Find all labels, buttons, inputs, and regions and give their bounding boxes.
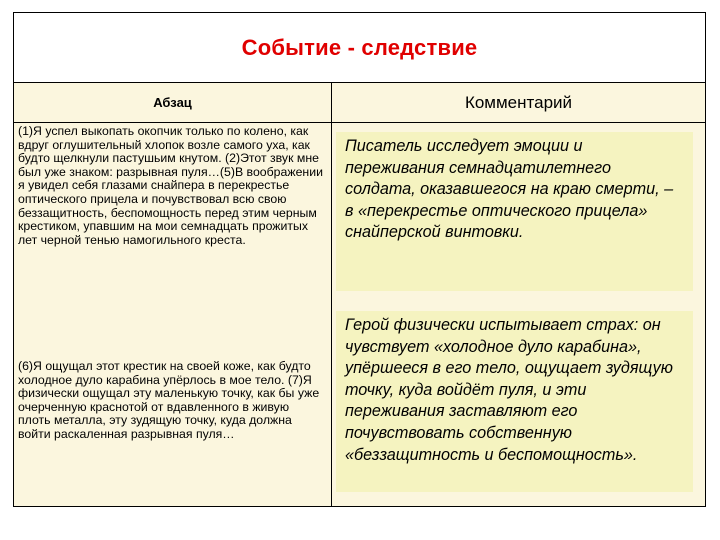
slide-title: Событие - следствие — [241, 35, 478, 60]
content-row — [14, 123, 705, 506]
paragraph-text-2: (6)Я ощущал этот крестик на своей коже, как будто холодное дуло карабина упёрлось в мое тело. (7)Я физически ощущал эту маленькую точку, как бы уже очерченную краснотой от вдавленного в живую плоть металла, эту зудящую точку, куда должна войти раскаленная разрывная пуля… — [18, 359, 320, 441]
header-paragraph: Абзац — [153, 95, 192, 110]
title-row — [14, 13, 705, 83]
header-comment: Комментарий — [464, 93, 573, 112]
paragraph-text-1: (1)Я успел выкопать окопчик только по колено, как вдруг оглушительный хлопок возле самого уха, как будто щелкнули пастушьим кнутом. (2)Этот звук мне был уже знаком: разрывная пуля…(5)В воображении я увидел себя глазами снайпера в перекрестье оптического прицела и почувствовал всю свою беззащитность, беспомощность перед этим черным крестиком, упавшим на мои семнадцать прожитых лет черной тенью намогильного креста. — [18, 124, 323, 247]
header-row — [14, 83, 705, 123]
column-divider — [331, 83, 332, 506]
event-consequence-table — [13, 12, 706, 507]
comment-box-2: Герой физически испытывает страх: он чувствует «холодное дуло карабина», упёршееся в его тело, ощущает зудящую точку, куда войдёт пуля, и эти переживания заставляют его почувствовать собственную «беззащитность и беспомощность». — [336, 311, 693, 492]
comment-box-1: Писатель исследует эмоции и переживания семнадцатилетнего солдата, оказавшегося на краю смерти, – в «перекрестье оптического прицела» снайперской винтовки. — [336, 132, 693, 291]
